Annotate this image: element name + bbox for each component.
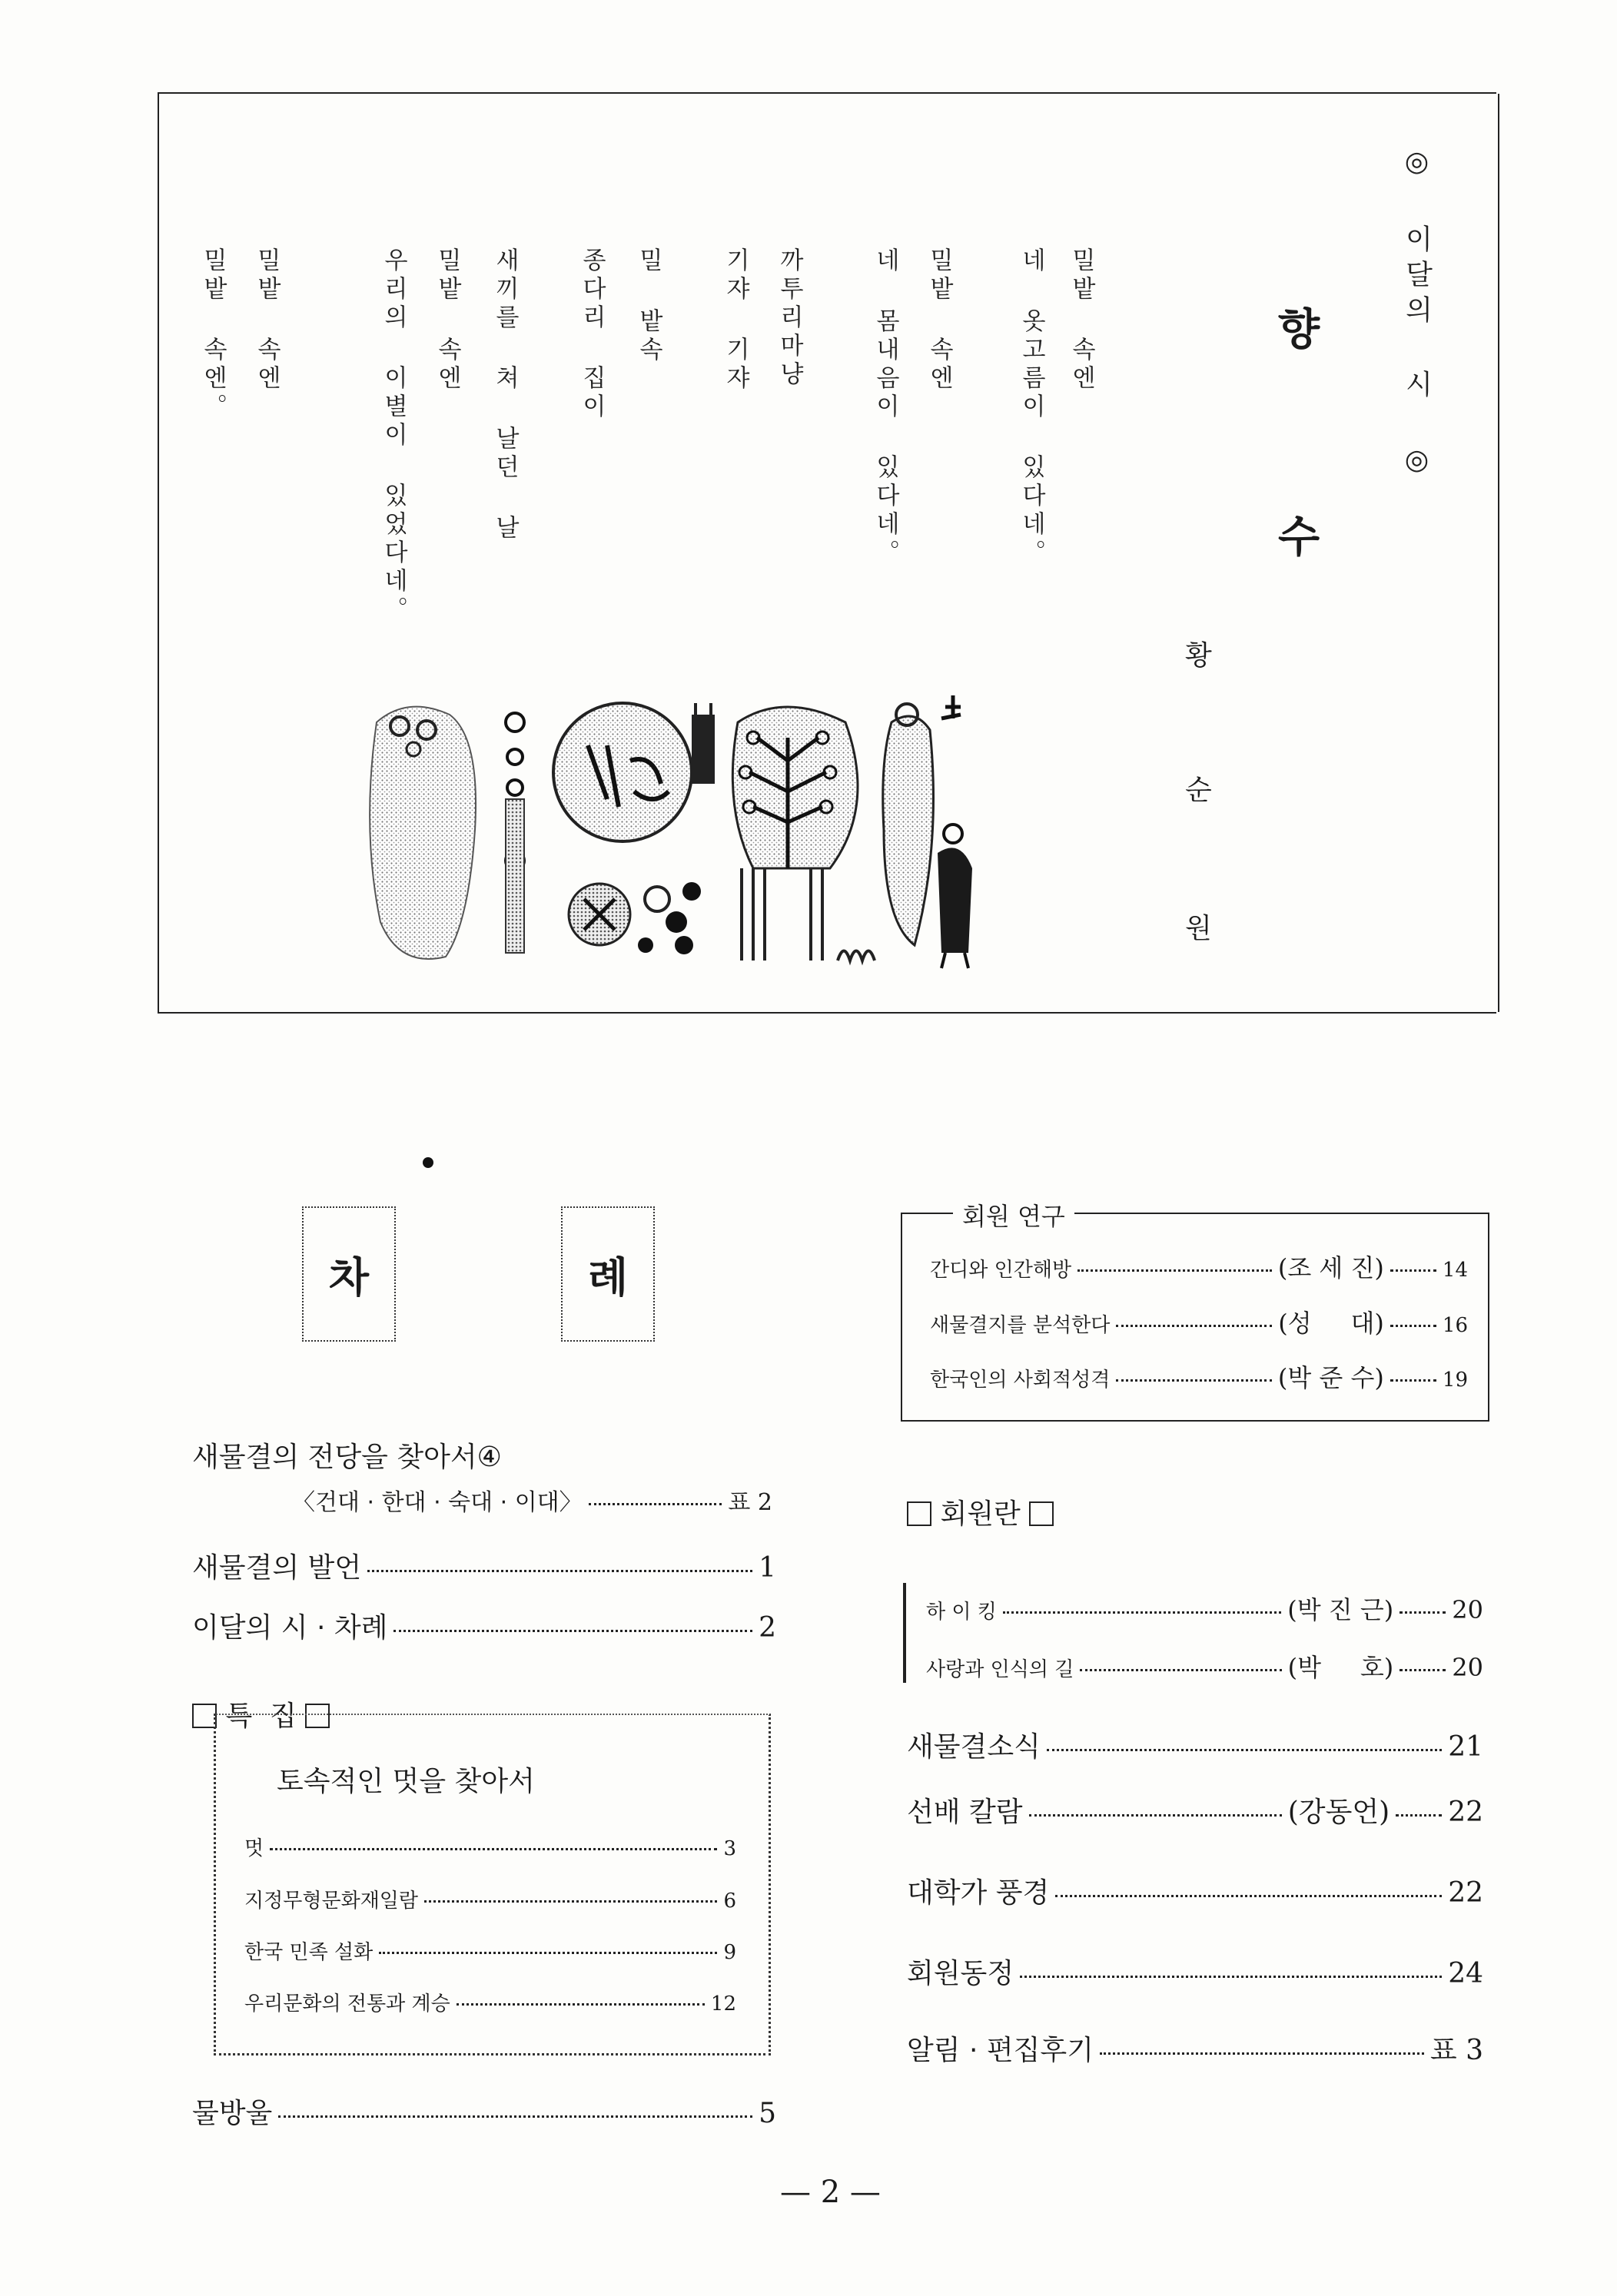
dot-leader <box>393 1630 752 1632</box>
poem-line-7: 밀 밭속 <box>635 247 662 365</box>
special-item-page: 9 <box>723 1941 736 1964</box>
toc-item-title: 물방울 <box>192 2098 273 2129</box>
toc-item-page: 22 <box>1448 1797 1483 1828</box>
toc-item-notice <box>907 2029 1483 2068</box>
toc-item-title: 알림 · 편집후기 <box>907 2035 1094 2066</box>
dot-leader <box>1047 1749 1442 1751</box>
toc-item-page: 표 3 <box>1429 2035 1483 2066</box>
members-item <box>926 1591 1483 1626</box>
square-icon <box>907 1501 931 1526</box>
toc-item-page: 22 <box>1448 1877 1483 1909</box>
decorative-dot <box>423 1157 433 1168</box>
dot-leader <box>1020 1976 1442 1978</box>
dot-leader <box>1390 1325 1436 1327</box>
research-item-page: 14 <box>1442 1259 1468 1282</box>
dot-leader <box>1116 1379 1272 1382</box>
special-item-title: 한국 민족 설화 <box>244 1941 374 1964</box>
members-item-page: 20 <box>1452 1595 1483 1624</box>
research-item-title: 새물결지를 분석한다 <box>930 1314 1111 1337</box>
special-item-title: 우리문화의 전통과 계승 <box>244 1992 450 2016</box>
members-item-title: 사랑과 인식의 길 <box>926 1658 1074 1681</box>
toc-item-title: 이달의 시 · 차례 <box>192 1612 388 1644</box>
toc-item-page: 24 <box>1448 1958 1483 1989</box>
special-label-text: 특 집 <box>225 1700 297 1732</box>
poem-line-1: 밀밭 속엔 <box>1067 247 1095 393</box>
poem-line-3: 밀밭 속엔 <box>925 247 953 393</box>
dot-leader <box>1390 1269 1436 1272</box>
special-item <box>244 1988 736 2016</box>
special-item-title: 지정무형문화재일람 <box>244 1890 419 1913</box>
folk-art-illustration <box>354 692 984 984</box>
poem-title-char-1: 향 <box>1278 305 1320 355</box>
members-label-text: 회원란 <box>940 1498 1021 1530</box>
poem-author-char-3: 원 <box>1185 913 1212 944</box>
special-item <box>244 1885 736 1913</box>
toc-item-title: 새물결소식 <box>907 1731 1041 1763</box>
poem-line-9: 새끼를 쳐 날던 날 <box>491 247 519 543</box>
research-item-author: (박 준 수) <box>1277 1363 1384 1392</box>
poem-line-11: 우리의 이별이 있었다네。 <box>380 247 407 625</box>
dot-leader <box>1077 1269 1272 1272</box>
poem-line-12: 밀밭 속엔 <box>253 247 281 393</box>
poem-line-5: 까투리마냥 <box>775 247 803 390</box>
toc-item-waterdrop <box>192 2092 776 2131</box>
members-item-author: (박 호) <box>1287 1653 1394 1682</box>
dot-leader <box>457 2003 705 2006</box>
special-item-page: 3 <box>723 1837 736 1860</box>
research-item-page: 19 <box>1442 1369 1468 1392</box>
poem-line-4: 네 몸내음이 있다네。 <box>872 247 899 568</box>
toc-item-sanctuary <box>192 1435 502 1475</box>
poem-line-6: 기쟈 기쟈 <box>722 247 749 393</box>
special-section-title: 토속적인 멋을 찾아서 <box>277 1766 535 1797</box>
toc-item-statement <box>192 1546 776 1585</box>
members-item-author: (박 진 근) <box>1287 1595 1394 1624</box>
toc-item-campus <box>907 1871 1483 1910</box>
contents-heading-char-1: 차 <box>302 1206 396 1342</box>
toc-item-page: 1 <box>759 1552 776 1584</box>
toc-item-news <box>907 1725 1483 1764</box>
toc-item-member-news <box>907 1952 1483 1991</box>
poem-series-label: ◎ 이달의 시 ◎ <box>1401 146 1433 483</box>
dot-leader <box>1029 1814 1282 1817</box>
dot-leader <box>1100 2052 1424 2055</box>
toc-item-title: 대학가 풍경 <box>907 1877 1050 1909</box>
research-item <box>930 1359 1468 1394</box>
members-section-label <box>907 1492 1054 1531</box>
dot-leader <box>1400 1611 1446 1614</box>
toc-item-subtitle: 〈건대 · 한대 · 숙대 · 이대〉 <box>292 1489 583 1516</box>
members-item <box>926 1648 1483 1684</box>
dot-leader <box>270 1848 717 1850</box>
toc-item-page: 2 <box>759 1612 776 1644</box>
dot-leader <box>1003 1611 1281 1614</box>
special-item <box>244 1936 736 1965</box>
research-item-author: (조 세 진) <box>1277 1253 1384 1282</box>
toc-item-sanctuary-sub <box>292 1483 772 1517</box>
poem-author-char-2: 순 <box>1185 775 1212 806</box>
dot-leader <box>278 2115 752 2118</box>
dot-leader <box>1080 1669 1281 1671</box>
members-item-page: 20 <box>1452 1653 1483 1682</box>
dot-leader <box>1116 1325 1272 1327</box>
special-item-title: 멋 <box>244 1837 264 1860</box>
toc-item-title: 새물결의 발언 <box>192 1552 362 1584</box>
special-item-page: 6 <box>723 1890 736 1913</box>
research-item-title: 한국인의 사회적성격 <box>930 1369 1111 1392</box>
poem-line-2: 네 옷고름이 있다네。 <box>1018 247 1045 568</box>
toc-item-poem-contents <box>192 1606 776 1645</box>
toc-item-page: 5 <box>759 2098 776 2129</box>
toc-item-title: 새물결의 전당을 찾아서④ <box>192 1442 502 1473</box>
toc-item-title: 선배 칼람 <box>907 1797 1023 1828</box>
members-item-title: 하 이 킹 <box>926 1601 997 1624</box>
dot-leader <box>1400 1669 1446 1671</box>
poem-line-13: 밀밭 속엔。 <box>199 247 227 422</box>
dot-leader <box>424 1900 717 1903</box>
dot-leader <box>1390 1379 1436 1382</box>
dot-leader <box>589 1503 722 1505</box>
dot-leader <box>1396 1814 1442 1817</box>
toc-item-page: 표 2 <box>728 1489 772 1516</box>
research-item-author: (성 대) <box>1278 1309 1384 1338</box>
toc-item-column <box>907 1790 1483 1830</box>
page-number: — 2 — <box>780 2175 881 2210</box>
special-item-page: 12 <box>710 1992 736 2016</box>
toc-item-page: 21 <box>1448 1731 1483 1763</box>
square-icon <box>1029 1501 1054 1526</box>
poem-line-10: 밀밭 속엔 <box>433 247 461 393</box>
research-item <box>930 1249 1468 1284</box>
dot-leader <box>1055 1895 1442 1897</box>
research-item-page: 16 <box>1442 1314 1468 1337</box>
research-item-title: 간디와 인간해방 <box>930 1259 1072 1282</box>
special-item <box>244 1833 736 1861</box>
dot-leader <box>379 1952 717 1954</box>
members-side-bar <box>903 1583 906 1683</box>
poem-author-char-1: 황 <box>1185 640 1212 672</box>
special-section-frame-left <box>214 1714 216 2052</box>
toc-item-author: (강동언) <box>1287 1797 1390 1828</box>
research-item <box>930 1304 1468 1339</box>
dot-leader <box>367 1570 752 1572</box>
toc-item-title: 회원동정 <box>907 1958 1014 1989</box>
poem-line-8: 종다리 집이 <box>578 247 606 422</box>
member-research-title: 회원 연구 <box>953 1197 1074 1233</box>
contents-heading-char-2: 례 <box>561 1206 655 1342</box>
poem-title-char-2: 수 <box>1278 513 1320 562</box>
